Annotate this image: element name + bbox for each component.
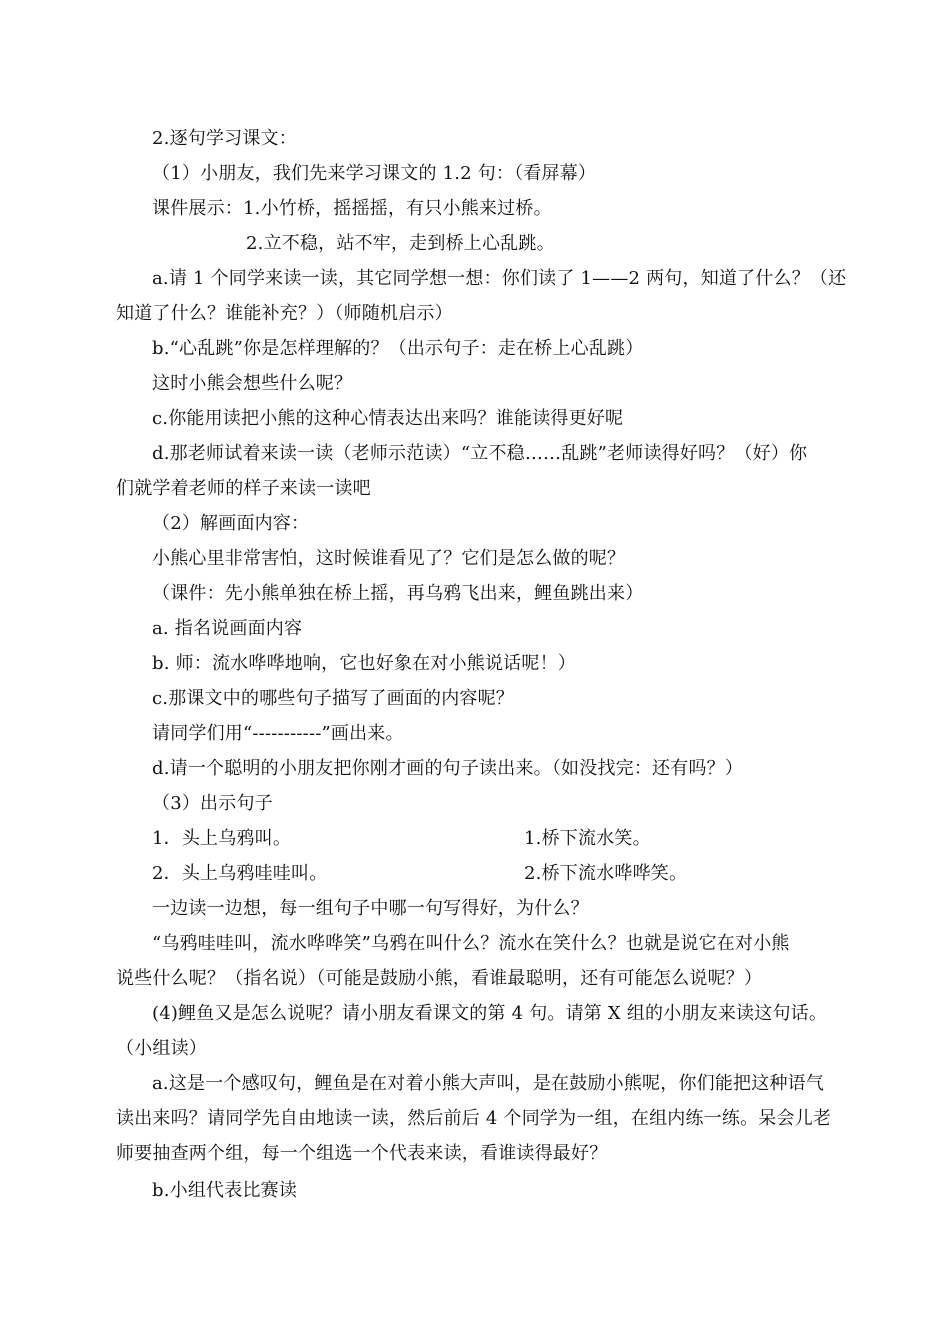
sentence-pair-right: 2.桥下流水哗哗笑。 [524,863,688,884]
paragraph-line: （课件：先小熊单独在桥上摇，再乌鸦飞出来，鲤鱼跳出来） [152,583,644,604]
paragraph-line: 一边读一边想，每一组句子中哪一句写得好，为什么？ [152,898,589,919]
paragraph-line: b.“心乱跳”你是怎样理解的？（出示句子：走在桥上心乱跳） [152,338,644,359]
paragraph-line: “乌鸦哇哇叫，流水哗哗笑”乌鸦在叫什么？流水在笑什么？也就是说它在对小熊 [152,933,790,954]
section-heading: 2.逐句学习课文： [152,128,297,149]
paragraph-line: （2）解画面内容： [152,513,310,534]
paragraph-line: 这时小熊会想些什么呢？ [152,373,353,394]
paragraph-line: (4)鲤鱼又是怎么说呢？请小朋友看课文的第 4 句。请第 X 组的小朋友来读这句话。 [152,1003,828,1024]
sentence-pair-row [152,863,852,885]
paragraph-line: 师要抽查两个组，每一个组选一个代表来读，看谁读得最好？ [116,1143,608,1164]
paragraph-line: 课件展示：1.小竹桥，摇摇摇，有只小熊来过桥。 [152,198,552,219]
paragraph-line: c.你能用读把小熊的这种心情表达出来吗？谁能读得更好呢 [152,408,624,429]
paragraph-line: a.请 1 个同学来读一读，其它同学想一想：你们读了 1——2 两句，知道了什么？（还 [152,268,847,289]
paragraph-line: d.那老师试着来读一读（老师示范读）“立不稳……乱跳”老师读得好吗？（好）你 [152,443,808,464]
sentence-pair-left: 2．头上乌鸦哇哇叫。 [152,863,328,884]
paragraph-line: 请同学们用“-----------”画出来。 [152,723,404,744]
paragraph-line: c.那课文中的哪些句子描写了画面的内容呢？ [152,688,515,709]
sentence-pair-left: 1．头上乌鸦叫。 [152,828,292,849]
paragraph-line: （小组读） [116,1038,207,1059]
paragraph-line: 知道了什么？谁能补充？）（师随机启示） [116,303,453,324]
paragraph-line: a.这是一个感叹句，鲤鱼是在对着小熊大声叫，是在鼓励小熊呢，你们能把这种语气 [152,1073,825,1094]
paragraph-line: 小熊心里非常害怕，这时候谁看见了？它们是怎么做的呢？ [152,548,626,569]
paragraph-line: b.小组代表比赛读 [152,1180,298,1201]
sentence-pair-right: 1.桥下流水笑。 [524,828,651,849]
paragraph-line: a. 指名说画面内容 [152,618,303,639]
sentence-pair-row [152,828,852,850]
paragraph-line: 们就学着老师的样子来读一读吧 [116,478,371,499]
paragraph-line: 说些什么呢？（指名说）（可能是鼓励小熊，看谁最聪明，还有可能怎么说呢？） [116,968,763,989]
paragraph-line: 2.立不稳，站不牢，走到桥上心乱跳。 [246,233,555,254]
paragraph-line: （3）出示句子 [152,793,273,814]
paragraph-line: 读出来吗？请同学先自由地读一读，然后前后 4 个同学为一组，在组内练一练。呆会儿老 [116,1108,832,1129]
paragraph-line: d.请一个聪明的小朋友把你刚才画的句子读出来。（如没找完：还有吗？） [152,758,744,779]
paragraph-line: （1）小朋友，我们先来学习课文的 1.2 句：（看屏幕） [152,163,597,184]
paragraph-line: b. 师：流水哗哗地响，它也好象在对小熊说话呢！） [152,653,576,674]
